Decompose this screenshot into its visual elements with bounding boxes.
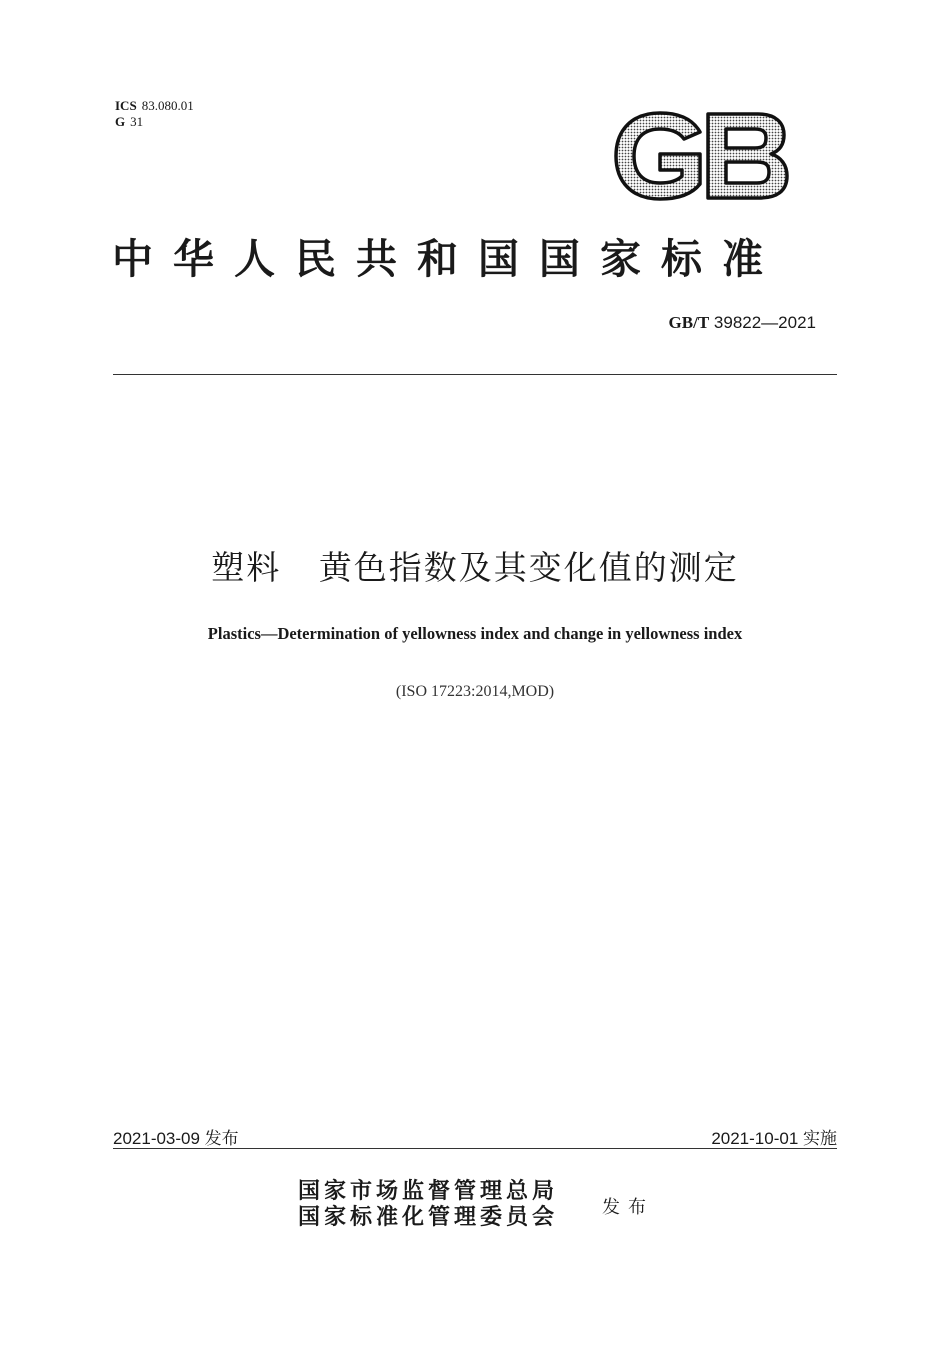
header-divider [113,374,837,375]
standard-prefix: GB/T [668,313,710,332]
ics-code: 83.080.01 [141,98,194,113]
ccs-line [115,114,194,130]
national-standard-title: 中华人民共和国国家标准 [112,235,783,283]
ics-label: ICS [115,98,137,113]
ccs-label: G [115,114,126,129]
ics-line [115,98,194,114]
iso-reference: (ISO 17223:2014,MOD) [395,683,555,700]
standard-number [669,313,816,333]
standard-code: 39822—2021 [713,313,816,332]
document-title-chinese: 塑料 黄色指数及其变化值的测定 [211,548,739,587]
gb-logo [612,110,790,202]
document-title-english: Plastics—Determination of yellowness index and change in yellowness index [207,624,743,643]
issuer-sac: 国家标准化管理委员会 [298,1204,559,1230]
footer-divider [113,1148,837,1149]
issuing-authorities [298,1178,558,1230]
implement-date: 2021-10-01 实施 [711,1129,837,1148]
ccs-code: 31 [130,114,144,129]
publish-label: 发布 [602,1197,654,1218]
classification-codes [115,98,194,130]
publish-date: 2021-03-09 发布 [113,1129,239,1148]
issuer-samr: 国家市场监督管理总局 [298,1178,559,1204]
